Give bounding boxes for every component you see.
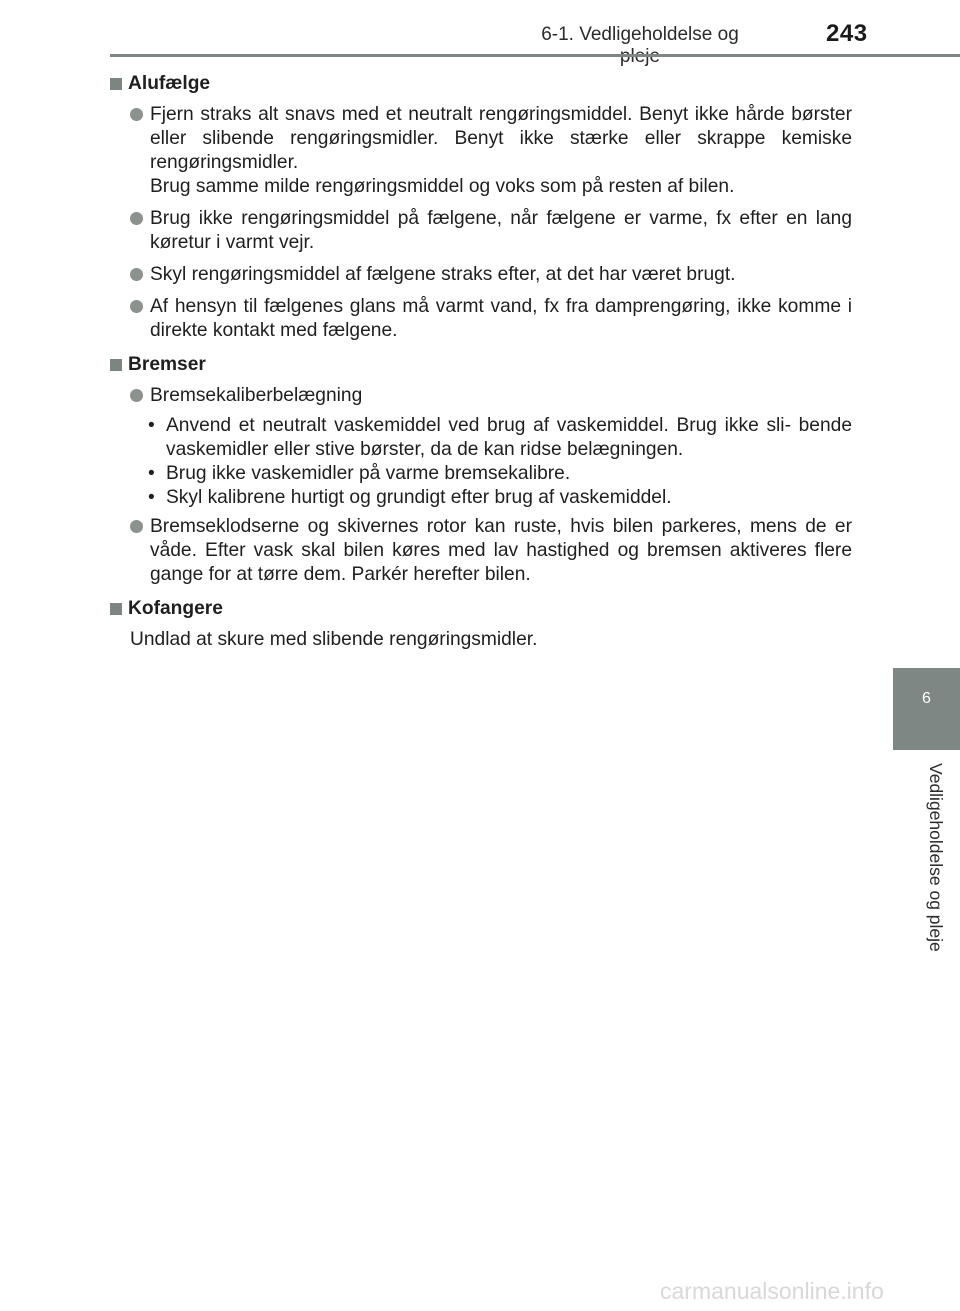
sub-list-item: • Anvend et neutralt vaskemiddel ved brug af vaskemiddel. Brug ikke sli- bende vaskemidler eller stive børster, da de kan ridse belægningen. (148, 415, 852, 460)
section-heading-bremser: Bremser (110, 353, 852, 377)
paragraph: Bremsekaliberbelægning (150, 385, 363, 406)
page-content (110, 72, 852, 652)
list-item (110, 263, 852, 287)
list-item (110, 384, 852, 408)
page-number: 243 (826, 20, 868, 47)
dot-bullet-icon: • (148, 487, 155, 508)
header-rule (110, 54, 960, 57)
paragraph: Fjern straks alt snavs med et neutralt rengøringsmiddel. Benyt ikke hårde børster eller slibende rengøringsmidler. Benyt ikke stærke eller skrappe kemiske rengøringsmidler. (150, 104, 852, 173)
paragraph: Brug samme milde rengøringsmiddel og voks som på resten af bilen. (150, 176, 735, 197)
paragraph: Undlad at skure med slibende rengøringsmidler. (130, 629, 538, 650)
paragraph: Brug ikke rengøringsmiddel på fælgene, når fælgene er varme, fx efter en lang køretur i varmt vejr. (150, 208, 852, 253)
circle-bullet-icon (130, 268, 143, 281)
section-heading-kofangere: Kofangere (110, 597, 852, 621)
circle-bullet-icon (130, 520, 143, 533)
chapter-number: 6 (922, 690, 931, 707)
circle-bullet-icon (130, 108, 143, 121)
circle-bullet-icon (130, 300, 143, 313)
paragraph: Af hensyn til fælgenes glans må varmt vand, fx fra damprengøring, ikke komme i direkte kontakt med fælgene. (150, 296, 852, 341)
list-item (110, 515, 852, 587)
dot-bullet-icon: • (148, 463, 155, 484)
chapter-label: Vedligeholdelse og pleje (926, 763, 946, 952)
list-item (110, 103, 852, 199)
page-header (0, 0, 960, 56)
circle-bullet-icon (130, 389, 143, 402)
square-bullet-icon (110, 603, 122, 615)
sub-list-item: • Brug ikke vaskemidler på varme bremsekalibre. (148, 463, 571, 484)
running-section-title: 6-1. Vedligeholdelse og (541, 24, 739, 45)
circle-bullet-icon (130, 212, 143, 225)
chapter-tab (893, 668, 960, 750)
paragraph: Skyl rengøringsmiddel af fælgene straks efter, at det har været brugt. (150, 264, 736, 285)
paragraph: Bremseklodserne og skivernes rotor kan ruste, hvis bilen parkeres, mens de er våde. Efter vask skal bilen køres med lav hastighed og bremsen aktiveres flere gange for at tørre dem. Parkér herefter bilen. (150, 516, 852, 585)
square-bullet-icon (110, 78, 122, 90)
sub-list-item: • Skyl kalibrene hurtigt og grundigt efter brug af vaskemiddel. (148, 487, 672, 508)
square-bullet-icon (110, 359, 122, 371)
list-item (110, 207, 852, 255)
dot-bullet-icon: • (148, 415, 155, 436)
watermark: carmanualsonline.info (660, 1278, 884, 1304)
sub-list (110, 414, 852, 510)
list-item (110, 295, 852, 343)
section-heading-alufaelge: Alufælge (110, 72, 852, 96)
